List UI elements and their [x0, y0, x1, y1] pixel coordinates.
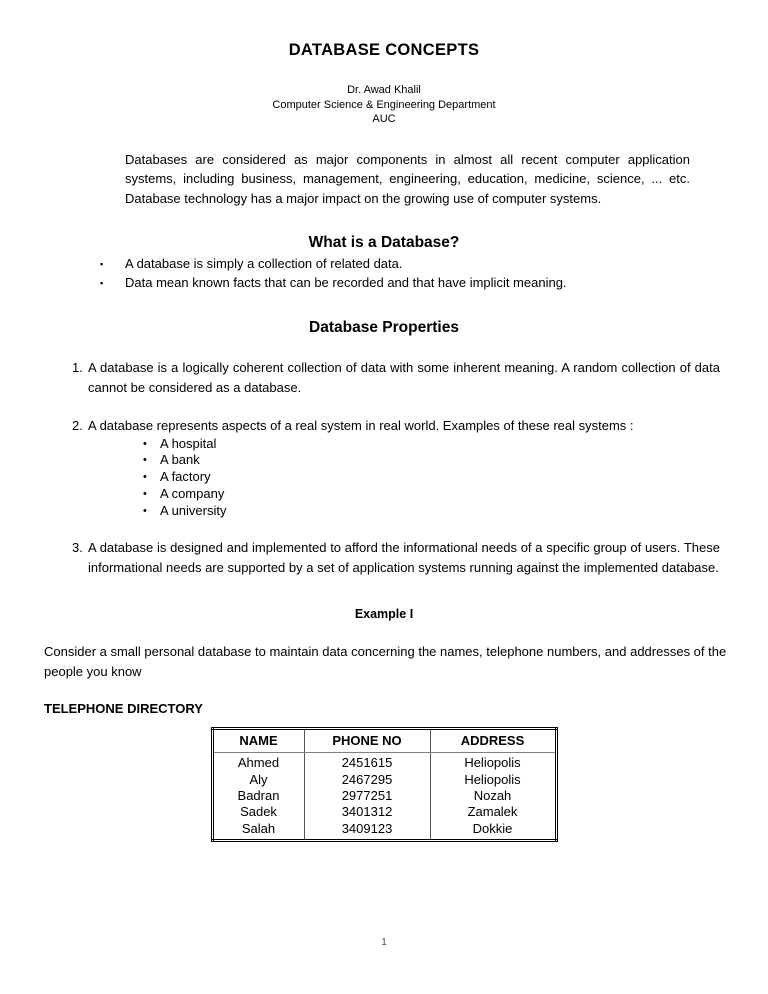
- real-systems-list: [0, 436, 768, 520]
- cell-phone: 2977251: [304, 788, 430, 804]
- list-item-label: A bank: [160, 452, 200, 468]
- example-heading: Example I: [354, 607, 414, 622]
- telephone-directory-table: [211, 727, 558, 841]
- round-bullet-icon: •: [143, 487, 147, 500]
- round-bullet-icon: •: [143, 454, 147, 467]
- cell-name: Sadek: [212, 804, 304, 820]
- column-header-phone-no: PHONE NO: [304, 729, 430, 753]
- byline-author: Dr. Awad Khalil: [347, 84, 421, 96]
- property-number: 1.: [72, 360, 83, 375]
- byline: [0, 60, 768, 127]
- list-item: [0, 486, 768, 503]
- table-row: [212, 788, 556, 804]
- cell-address: Heliopolis: [464, 755, 521, 771]
- cell-name: Aly: [212, 772, 304, 788]
- column-header-name: NAME: [212, 729, 304, 753]
- cell-address: Dokkie: [472, 820, 513, 836]
- cell-phone: 3409123: [304, 821, 430, 841]
- list-item: [0, 255, 768, 274]
- property-item-1: [0, 358, 768, 397]
- list-item: [0, 452, 768, 469]
- cell-name: Ahmed: [212, 753, 304, 772]
- cell-address: Nozah: [473, 788, 512, 804]
- cell-name: Badran: [212, 788, 304, 804]
- round-bullet-icon: •: [143, 471, 147, 484]
- column-header-address: ADDRESS: [430, 729, 556, 753]
- table-caption: TELEPHONE DIRECTORY: [44, 701, 203, 717]
- list-item-label: A factory: [160, 469, 211, 485]
- byline-institution: AUC: [372, 113, 396, 125]
- cell-address: Heliopolis: [464, 771, 521, 787]
- table-header-row: [212, 729, 556, 753]
- list-item: [0, 436, 768, 453]
- table-row: [212, 804, 556, 820]
- table-row: [212, 821, 556, 841]
- property-text: A database represents aspects of a real system in real world. Examples of these real systems :: [88, 418, 634, 433]
- intro-paragraph: Databases are considered as major components in almost all recent computer application systems, including business, management, engineering, education, medicine, science, ... etc. Database technology has a major impact on the growing use of computer systems.: [125, 151, 690, 206]
- round-bullet-icon: •: [143, 504, 147, 517]
- list-item-label: A university: [160, 502, 227, 518]
- section-heading-what-is-a-database: What is a Database?: [308, 234, 460, 251]
- property-number: 3.: [72, 540, 83, 556]
- list-item-label: A hospital: [160, 435, 217, 451]
- page-number: 1: [381, 936, 387, 948]
- table-row: [212, 772, 556, 788]
- table-body: [212, 753, 556, 840]
- cell-name: Salah: [212, 821, 304, 841]
- list-item: [0, 469, 768, 486]
- page-title: DATABASE CONCEPTS: [288, 41, 480, 59]
- table-container: [0, 716, 768, 841]
- square-bullet-icon: ▪: [100, 277, 104, 288]
- property-item-3: [0, 538, 768, 577]
- list-item-label: Data mean known facts that can be recorded and that have implicit meaning.: [125, 274, 567, 290]
- list-item: [0, 274, 768, 293]
- cell-phone: 2467295: [304, 772, 430, 788]
- round-bullet-icon: •: [143, 437, 147, 450]
- table-header: [212, 729, 556, 753]
- section-heading-database-properties: Database Properties: [309, 319, 459, 336]
- cell-phone: 3401312: [304, 804, 430, 820]
- cell-address: Zamalek: [467, 804, 518, 820]
- example-paragraph: Consider a small personal database to maintain data concerning the names, telephone numbers, and addresses of the people you know: [44, 644, 727, 679]
- cell-phone: 2451615: [304, 753, 430, 772]
- list-item-label: A company: [160, 485, 225, 501]
- property-item-2: [0, 416, 768, 436]
- table-row: [212, 753, 556, 772]
- property-text: A database is designed and implemented to afford the informational needs of a specific group of users. These informational needs are supported by a set of application systems running against the implemented database.: [88, 540, 720, 575]
- property-text: A database is a logically coherent collection of data with some inherent meaning. A random collection of data cannot be considered as a database.: [88, 360, 720, 395]
- square-bullet-icon: ▪: [100, 259, 104, 269]
- byline-department: Computer Science & Engineering Department: [272, 98, 496, 111]
- property-number: 2.: [72, 418, 83, 433]
- list-item-label: A database is simply a collection of related data.: [125, 256, 403, 271]
- list-item: [0, 503, 768, 520]
- what-is-a-database-list: [0, 252, 768, 292]
